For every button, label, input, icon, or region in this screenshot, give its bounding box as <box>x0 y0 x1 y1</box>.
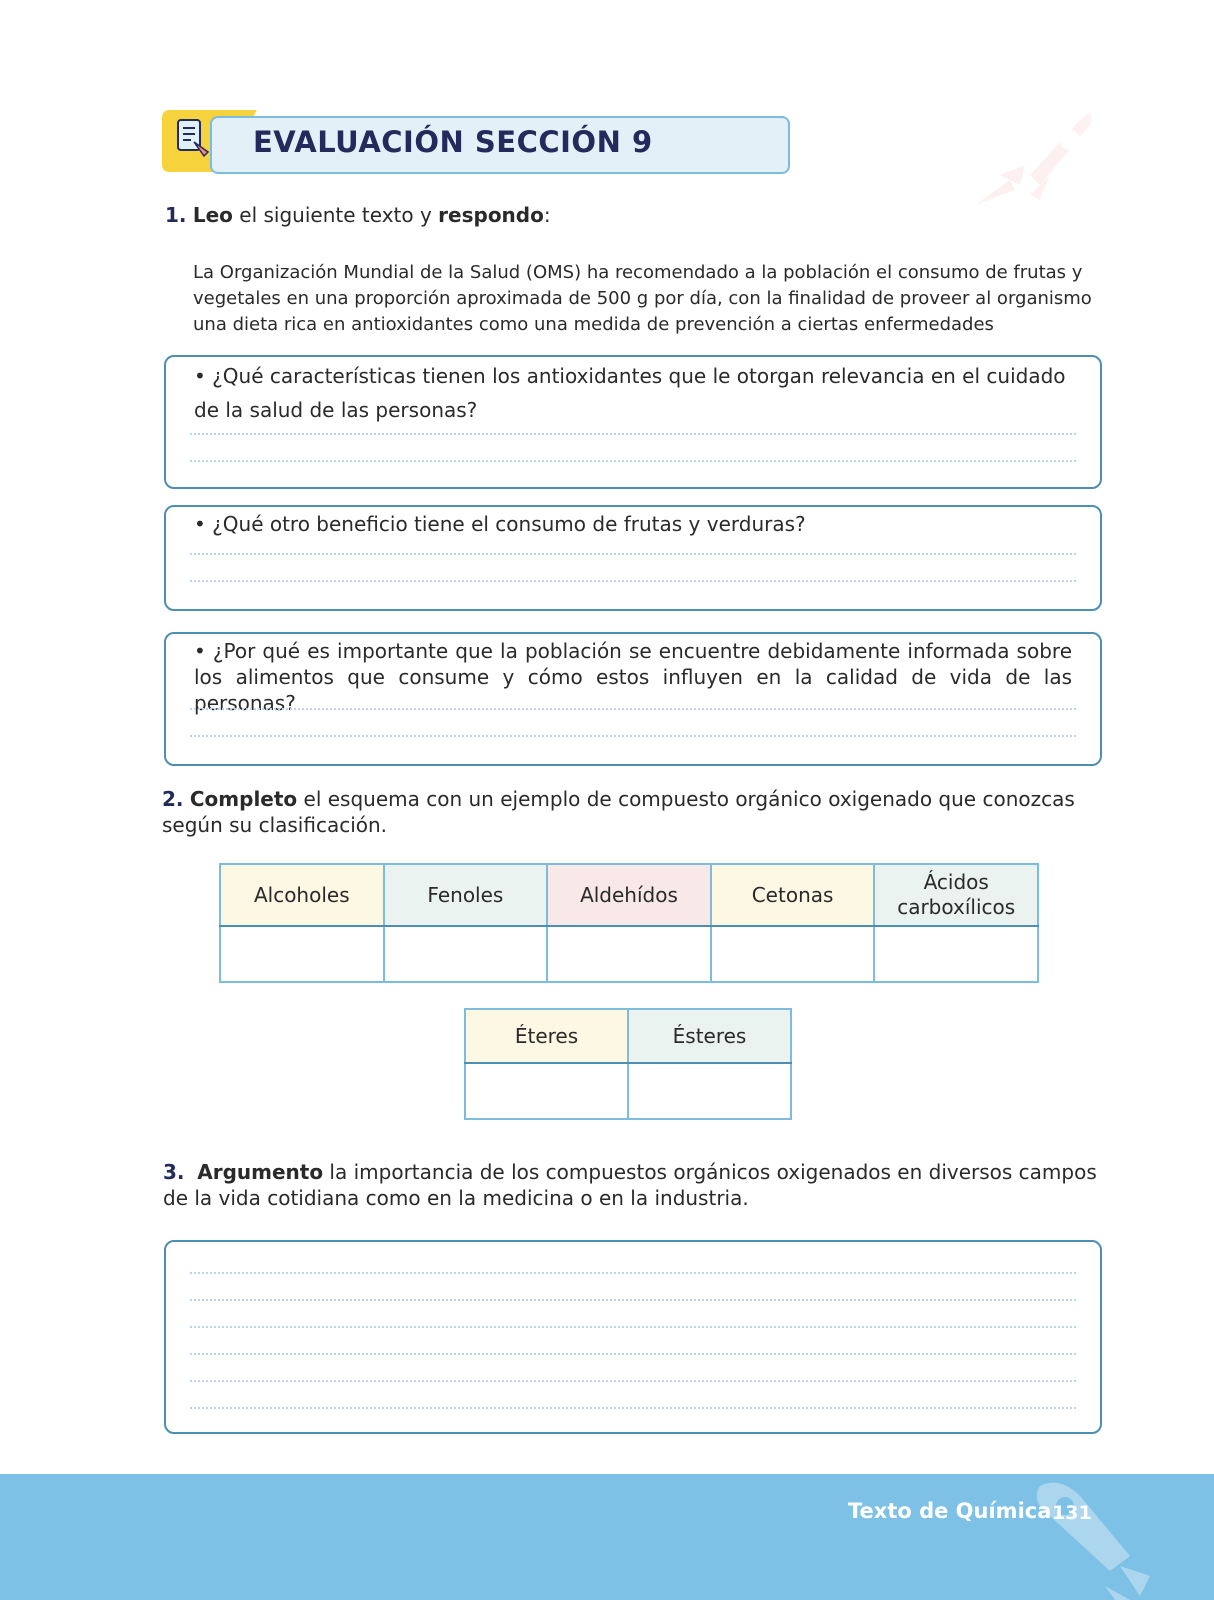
answer-box-3[interactable] <box>164 632 1102 766</box>
answer-line[interactable] <box>190 1326 1076 1328</box>
answer-line[interactable] <box>190 708 1076 710</box>
answer-cell[interactable] <box>384 926 548 982</box>
answer-box-2[interactable] <box>164 505 1102 611</box>
answer-cell[interactable] <box>628 1063 791 1119</box>
question-1c-prompt: • ¿Por qué es importante que la población se encuentre debidamente informada sobre los alimentos que consume y cómo estos influyen en la calidad de vida de las personas? <box>194 639 1072 715</box>
rocket-watermark-icon <box>1020 1476 1170 1600</box>
answer-line[interactable] <box>190 1272 1076 1274</box>
answer-cell[interactable] <box>547 926 711 982</box>
answer-line[interactable] <box>190 1353 1076 1355</box>
header-esteres: Ésteres <box>628 1009 791 1063</box>
footer-book-title: Texto de Química <box>848 1499 1052 1523</box>
page-title: EVALUACIÓN SECCIÓN 9 <box>253 125 653 159</box>
answer-line[interactable] <box>190 580 1076 582</box>
rocket-watermark-icon <box>970 105 1110 215</box>
answer-cell[interactable] <box>220 926 384 982</box>
answer-line[interactable] <box>190 460 1076 462</box>
classification-table-1 <box>219 863 1039 983</box>
answer-box-1[interactable] <box>164 355 1102 489</box>
header-fenoles: Fenoles <box>384 864 548 926</box>
question-1-heading: 1. Leo el siguiente texto y respondo: <box>165 203 551 227</box>
question-1b-prompt: • ¿Qué otro beneficio tiene el consumo de frutas y verduras? <box>194 512 806 536</box>
page-number: 131 <box>1052 1502 1092 1524</box>
header-aldehidos: Aldehídos <box>547 864 711 926</box>
header-cetonas: Cetonas <box>711 864 875 926</box>
answer-line[interactable] <box>190 1380 1076 1382</box>
header-alcoholes: Alcoholes <box>220 864 384 926</box>
answer-line[interactable] <box>190 1299 1076 1301</box>
answer-cell[interactable] <box>711 926 875 982</box>
answer-cell[interactable] <box>874 926 1038 982</box>
question-1a-prompt: • ¿Qué características tienen los antioxidantes que le otorgan relevancia en el cuidado de la salud de las personas? <box>194 364 1066 422</box>
answer-cell[interactable] <box>465 1063 628 1119</box>
answer-box-4[interactable] <box>164 1240 1102 1434</box>
question-3-heading: 3. Argumento la importancia de los compuestos orgánicos oxigenados en diversos campos de la vida cotidiana como en la medicina o en la industria. <box>163 1160 1097 1210</box>
classification-table-2 <box>464 1008 792 1120</box>
answer-line[interactable] <box>190 735 1076 737</box>
reading-passage: La Organización Mundial de la Salud (OMS) ha recomendado a la población el consumo de frutas y vegetales en una proporción aproximada de 500 g por día, con la finalidad de proveer al organismo una dieta rica en antioxidantes como una medida de prevención a ciertas enfermedades <box>193 262 1092 335</box>
answer-line[interactable] <box>190 1407 1076 1409</box>
header-eteres: Éteres <box>465 1009 628 1063</box>
answer-line[interactable] <box>190 553 1076 555</box>
header-acidos-carboxilicos: Ácidos carboxílicos <box>874 864 1038 926</box>
answer-line[interactable] <box>190 433 1076 435</box>
question-2-heading: 2. Completo el esquema con un ejemplo de compuesto orgánico oxigenado que conozcas según su clasificación. <box>162 787 1075 837</box>
